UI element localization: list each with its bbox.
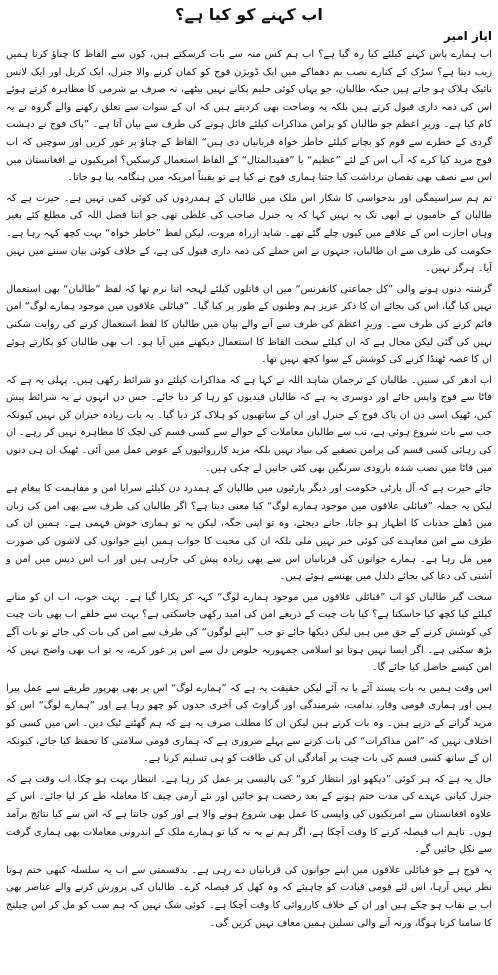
author-byline: ایاز امیر [443,29,492,43]
article-paragraph: سخت گیر طالبان کو اب ”قبائلی علاقوں میں موجود ہمارے لوگ“ کہہ کر پکارا گیا ہے۔ بہت خوب، اب ان کو منانے کیلئے کیا کچھ کیا جاسکتا ہے؟ کیا بات چیت کے ذریعے امن کی امید رکھی جاسکتی ہے؟ بہت سے حلقے اب بھی بات چیت کی کوشش کرنے کے حق میں ہیں لیکن دیکھا جائے تو جب ”اپنے لوگوں“ کی طرف سے امن کی بات کی جائے تو بات آگے بڑھ سکتی ہے۔ اگر ایسا نہیں ہوتا تو اسلامی جمہوریہ خلوص دل سے اس پر غور کرے، یہ تو اب بھی واضح نہیں کہ امن کیسے حاصل کیا جائے گا۔ [6,591,492,674]
article-paragraph: تم ہم سراسیمگی اور بدحواسی کا شکار اس ملک میں طالبان کے ہمدردوں کی کوئی کمی نہیں ہے۔ حیرت ہے کہ طالبان کے حامیوں نے ابھی تک یہ نہیں کہا کہ یہ جنرل صاحب کی غلطی تھی جو اتنا فضل اللہ کی مطلع کئے بغیر وہاں اجازت اس کے علاقے میں کیوں چلے گئے تھے۔ شاید ازراہ مروت، لیکن لفظ ”خاطر خواہ“ بہت کچھ کہہ رہا ہے۔ حکومت کی طرف سے ان طالبان، جنہوں نے اس حملے کی ذمہ داری قبول کی ہے، کے خلاف کوئی بیان سننے میں نہیں آیا۔ ہرگز نہیں۔ [6,192,492,275]
article-paragraph: گزشتہ دنوں ہونے والی ”کل جماعتی کانفرنس“ میں ان قاتلوں کیلئے لہجہ اتنا نرم تھا کہ لفظ ”طالبان“ بھی استعمال نہیں کیا گیا، اس کی بجائے ان کا ذکر عزیز ہم وطنوں کے طور پر کیا گیا۔ ”قبائلی علاقوں میں موجود ہمارے لوگ“ امن قائم کرنے کی طرف سے۔ وزیرِ اعظم کی طرف سے آنے والے بیان میں طالبان کا لفظ استعمال کرنے کی روایت شکنی نہیں کی گئی لیکن مجال ہے کہ ان کیلئے سخت الفاظ کا استعمال دیکھنے میں آیا ہو۔ اب بھی طالبان کو پکارتے ہوئے ان کا غصہ ٹھنڈا کرنے کی کوشش کے سوا کچھ نہیں تھا۔ [6,283,492,366]
article-title: اب کہنے کو کیا ہے؟ [175,5,323,24]
article-paragraph: اب ادھر کی سنیں۔ طالبان کے ترجمان شاہد اللہ نے کہا ہے کہ مذاکرات کیلئے دو شرائط رکھی ہیں۔ پہلی یہ ہے کہ فاٹا سے فوج واپس جائے اور دوسری یہ ہے کہ طالبان قیدیوں کو رہا کر دیا جائے۔ جس دن انہوں نے یہ شرائط پیش کیں، ٹھیک اسی دن ان پاک فوج کے جنرل اور ان کے ساتھیوں کو ہلاک کر دیا گیا۔ یہ بات زیادہ حیران کن نہیں کیونکہ جب سے بات شروع ہوئی ہے، تب سے طالبان معاملات کے حوالے سے کسی قسم کی لچک کا مظاہرہ نہیں کر رہے۔ ان کی رہائی کسی قسم کی پرامن تصفیے کی بنیاد نہیں بلکہ مزید کارروائیوں کے عوض عمل میں آئی۔ ٹھیک ان ہی دنوں میں فاٹا میں نصب شدہ بارودی سرنگیں بھی کئی جانیں لے چکی ہیں۔ [6,374,492,474]
article-paragraph: اس وقت ہمیں یہ بات پسند آئے یا نہ آئے لیکن حقیقت یہ ہے کہ ”ہمارے لوگ“ اس پر بھی بھرپور طریقے سے عمل پیرا ہیں اور ہماری قومی وقار، ندامت، شرمندگی اور گراوٹ کی آخری حدوں کو چھو رہا ہے اور ”ہمارے لوگ“ اس کو مزید گرانے کے درپے ہیں۔ وہ بات کرتے ہیں لیکن ان کا مطلب صرف یہ ہے کہ ہم گھٹنے ٹیک دیں۔ اس میں کسی کو اختلاف نہیں کہ ”امن مذاکرات“ کی بات کرنے سے پہلے ضروری ہے کہ ہماری قومی سلامتی کا تحفظ کیا جائے، کیونکہ ان کے ساتھ کسی قسم کی بات چیت پر آمادگی ان کی طاقت کو ہی تسلیم کرنا ہے۔ [6,682,492,765]
article-paragraph: جائے حیرت ہے کہ آل پارٹی حکومت اور دیگر پارٹیوں میں طالبان کے ہمدرد دن کیلئے سراپا امن و مفاہمت کا پیغام ہے لیکن یہ جملہ ”قبائلی علاقوں میں موجود ہمارے لوگ“ کیا معنی دیتا ہے؟ اگر طالبان کی طرف سے بھی امن کی زبان میں ڈھلے جذبات کا اظہار ہو جاتا، جانے دیجئے، وہ تو اپنی جگہ، لیکن یہ تو ہماری خوش فہمی ہے۔ ہمیں ان کی طرف سے امن معاہدے کی کوئی خبر نہیں ملی بلکہ ان کی محبت کا جواب ہمیں اپنے جوانوں کی لاشوں کی صورت میں مل رہا ہے۔ ہمارے جوانوں کی قربانیاں اس سے بھی زیادہ پیش کی جارہی ہیں اور اب اس دیس میں امن و آشتی کی دعا کی بجائے دلدل میں پھنسے ہوئے ہیں۔ [6,483,492,583]
article-paragraph: اب ہمارے پاس کہنے کیلئے کیا رہ گیا ہے؟ اب ہم کس منہ سے بات کرسکتے ہیں، کون سے الفاظ کا چناؤ کرنا ہمیں زیب دیتا ہے؟ سڑک کے کنارے نصب بم دھماکے میں ایک ڈویژن فوج کو کمان کرنے والا جنرل، ایک کرنل اور ایک لانس نائیک ہلاک ہو جاتے ہیں جبکہ طالبان، جو یہاں کوئی حلیم پکانے نہیں بیٹھے، نہ صرف بے شرمی کا مظاہرہ کرتے ہوئے اس کی ذمہ داری قبول کرتے ہیں بلکہ یہ وضاحت بھی کردیتے ہیں کہ ان کے سوات سے تعلق رکھنے والے گروہ نے یہ کام کیا ہے۔ وزیرِ اعظم جو طالبان کو پرامن مذاکرات کیلئے قائل ہونے کی طرف سے بیان آتا ہے۔ ”پاک فوج نے دہشت گردی کے خطرے سے قوم کو بچانے کیلئے خاطر خواہ قربانیاں دی ہیں“ الفاظ کے چناؤ پر غور کریں اور سوچیں کہ اب فوج مزید کیا کرے کہ آپ اس کے لئے ”عظیم“ یا ”فقیدالمثال“ کے الفاظ استعمال کرسکیں؟ امریکیوں نے افغانستان میں اس سے نصف بھی نقصان برداشت کیا جتنا ہماری فوج نے کیا ہے تو یقیناً امریکہ میں ہنگامہ بپا ہو جاتا۔ [6,49,492,184]
article-paragraph: یہ فوج ہے جو قبائلی علاقوں میں اپنے جوانوں کی قربانیاں دے رہی ہے۔ بدقسمتی سے اب یہ سلسلہ کبھی ختم ہوتا نظر نہیں آرہا، اس لئے قومی قیادت کو چاہیئے کہ وہ کھل کر فیصلہ کرے۔ طالبان کی پرورش کرنے والے عناصر بھی اب بے نقاب ہو چکے ہیں اور ان کے خلاف کارروائی کا وقت آچکا ہے۔ کوئی شک نہیں کہ ہم سب کو مل کر اس چیلنج کا سامنا کرنا ہوگا، ورنہ آنے والی نسلیں ہمیں معاف نہیں کریں گی۔ [6,864,492,929]
article-paragraph: حال یہ ہے کہ ہر کوئی ”دیکھو اور انتظار کرو“ کی پالیسی پر عمل کر رہا ہے۔ انتظار بہت ہو چکا، اب وقت ہے کہ جنرل کیانی عہدے کی مدت ختم ہونے کے بعد رخصت ہو جائیں اور نئے آرمی چیف کا معاملہ طے کر لیا جائے۔ اس کے علاوہ افغانستان سے امریکیوں کی واپسی کا عمل بھی شروع ہونے والا ہے اور کون جانتا ہے کہ اس سے کیا نتائج برآمد ہوں۔ تاہم اب فیصلہ کرنے کا وقت آچکا ہے، اگر ہم نے یہ نہ کیا تو ہمارے ملک کے اندرونی معاملات بھی ہماری گرفت سے نکل جائیں گے۔ [6,773,492,856]
article-body [6,46,492,932]
